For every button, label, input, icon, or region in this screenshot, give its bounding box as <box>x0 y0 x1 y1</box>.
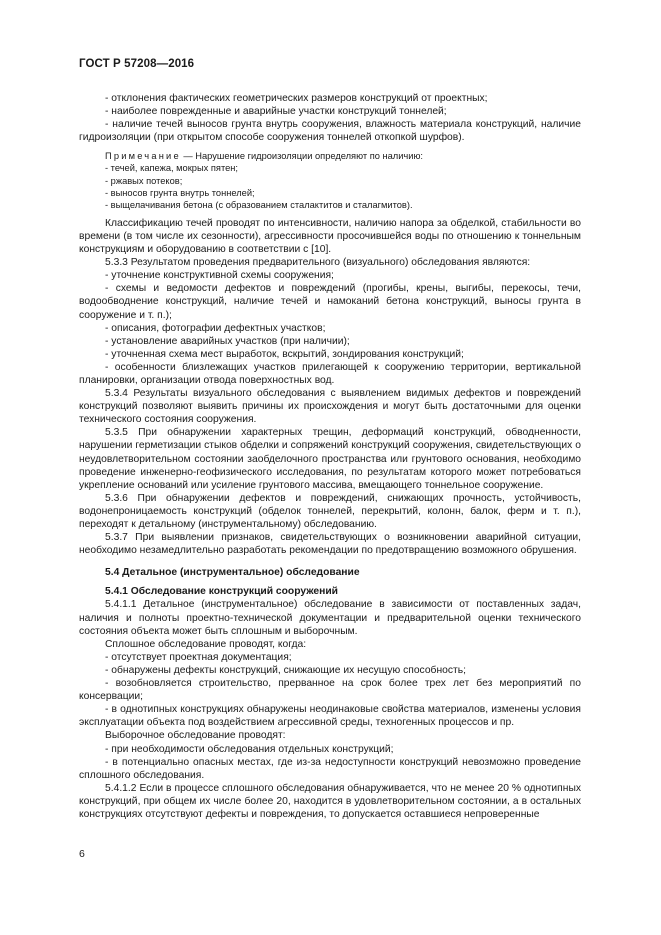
document-body <box>79 92 581 821</box>
paragraph: - описания, фотографии дефектных участков; <box>105 322 326 334</box>
note-label: Примечание <box>105 151 181 162</box>
paragraph: - схемы и ведомости дефектов и повреждений (прогибы, крены, выгибы, перекосы, течи, водообводнение конструкций, наличие течей и намоканий бетона конструкций, выносы грунта в сооружение и т. п.); <box>79 283 581 321</box>
paragraph: - уточненная схема мест выработок, вскрытий, зондирования конструкций; <box>105 348 464 360</box>
subsection-heading: 5.4.1 Обследование конструкций сооружений <box>105 586 339 598</box>
paragraph: 5.3.6 При обнаружении дефектов и повреждений, снижающих прочность, устойчивость, водонепроницаемость конструкций (обделок тоннелей, перекрытий, колонн, балок, ферм и т. п.), переходят к детальному (инструментальному) обследованию. <box>79 492 581 530</box>
note-text: — Нарушение гидроизоляции определяют по наличию: <box>180 151 424 162</box>
paragraph: - отклонения фактических геометрических размеров конструкций от проектных; <box>105 93 488 104</box>
note-item: - ржавых потеков; <box>105 175 183 186</box>
paragraph: 5.4.1.2 Если в процессе сплошного обследования обнаруживается, что не менее 20 % однотипных конструкций, при общем их числе более 20, находится в удовлетворительном состоянии, а в остальных конструкциях отсутствуют дефекты и повреждения, то допускается оставшиеся непроверенные <box>79 782 581 820</box>
document-header: ГОСТ Р 57208—2016 <box>79 58 195 70</box>
paragraph: Выборочное обследование проводят: <box>105 730 286 742</box>
paragraph: 5.3.4 Результаты визуального обследования с выявлением видимых дефектов и повреждений конструкций позволяют выявить причины их происхождения и могут быть достаточными для оценки технического состояния сооружения. <box>79 388 581 426</box>
paragraph: - наиболее поврежденные и аварийные участки конструкций тоннелей; <box>105 106 447 118</box>
paragraph: - наличие течей выносов грунта внутрь сооружения, влажность материала конструкций, наличие гидроизоляции (при открытом способе сооружения тоннелей откопкой шурфов). <box>79 119 581 144</box>
paragraph: - обнаружены дефекты конструкций, снижающие их несущую способность; <box>105 664 466 676</box>
paragraph: Классификацию течей проводят по интенсивности, наличию напора за обделкой, стабильности во времени (в том числе их сезонности), агрессивности просочившейся воды по отношению к тоннельным конструкциям и оборудованию в соответствии с [10]. <box>79 217 581 256</box>
paragraph: - особенности близлежащих участков прилегающей к сооружению территории, вертикальной планировки, организации отвода поверхностных вод. <box>79 361 581 386</box>
paragraph: - в потенциально опасных местах, где из-за недоступности конструкций невозможно проведение сплошного обследования. <box>79 756 581 781</box>
section-heading: 5.4 Детальное (инструментальное) обследование <box>105 567 360 579</box>
paragraph: 5.3.5 При обнаружении характерных трещин, деформаций конструкций, обводненности, нарушении герметизации стыков обделки и сопряжений конструкций сооружения, свидетельствующих о неудовлетворительном состоянии заобделочного пространства или грунтового основания, необходимо проведение инженерно-геофизического исследования, по результатам которого может потребоваться укрепление оснований или усиление грунтового массива, вмещающего тоннельное сооружение. <box>79 427 581 491</box>
note-item: - выносов грунта внутрь тоннелей; <box>105 187 255 198</box>
paragraph: - в однотипных конструкциях обнаружены неодинаковые свойства материалов, изменены условия эксплуатации объекта под воздействием агрессивной среды, техногенных процессов и пр. <box>79 704 581 729</box>
paragraph: - отсутствует проектная документация; <box>105 651 292 663</box>
note-item: - выщелачивания бетона (с образованием сталактитов и сталагмитов). <box>105 199 413 210</box>
paragraph: - уточнение конструктивной схемы сооружения; <box>105 270 334 282</box>
paragraph: - установление аварийных участков (при наличии); <box>105 335 350 347</box>
note-title <box>79 150 581 162</box>
paragraph: - при необходимости обследования отдельных конструкций; <box>105 743 394 755</box>
note-block <box>79 150 581 210</box>
paragraph: 5.4.1.1 Детальное (инструментальное) обследование в зависимости от поставленных задач, наличия и полноты проектно-технической документации и предварительной оценки технического состояния объекта может быть сплошным и выборочным. <box>79 599 581 637</box>
paragraph: 5.3.7 При выявлении признаков, свидетельствующих о возникновении аварийной ситуации, необходимо незамедлительно разработать рекомендации по предотвращению возможного обрушения. <box>79 532 581 557</box>
page-number: 6 <box>79 848 85 860</box>
paragraph: 5.3.3 Результатом проведения предварительного (визуального) обследования являются: <box>105 257 531 269</box>
note-item: - течей, капежа, мокрых пятен; <box>105 163 238 174</box>
paragraph: Сплошное обследование проводят, когда: <box>105 638 307 650</box>
paragraph: - возобновляется строительство, прерванное на срок более трех лет без мероприятий по консервации; <box>79 678 581 703</box>
